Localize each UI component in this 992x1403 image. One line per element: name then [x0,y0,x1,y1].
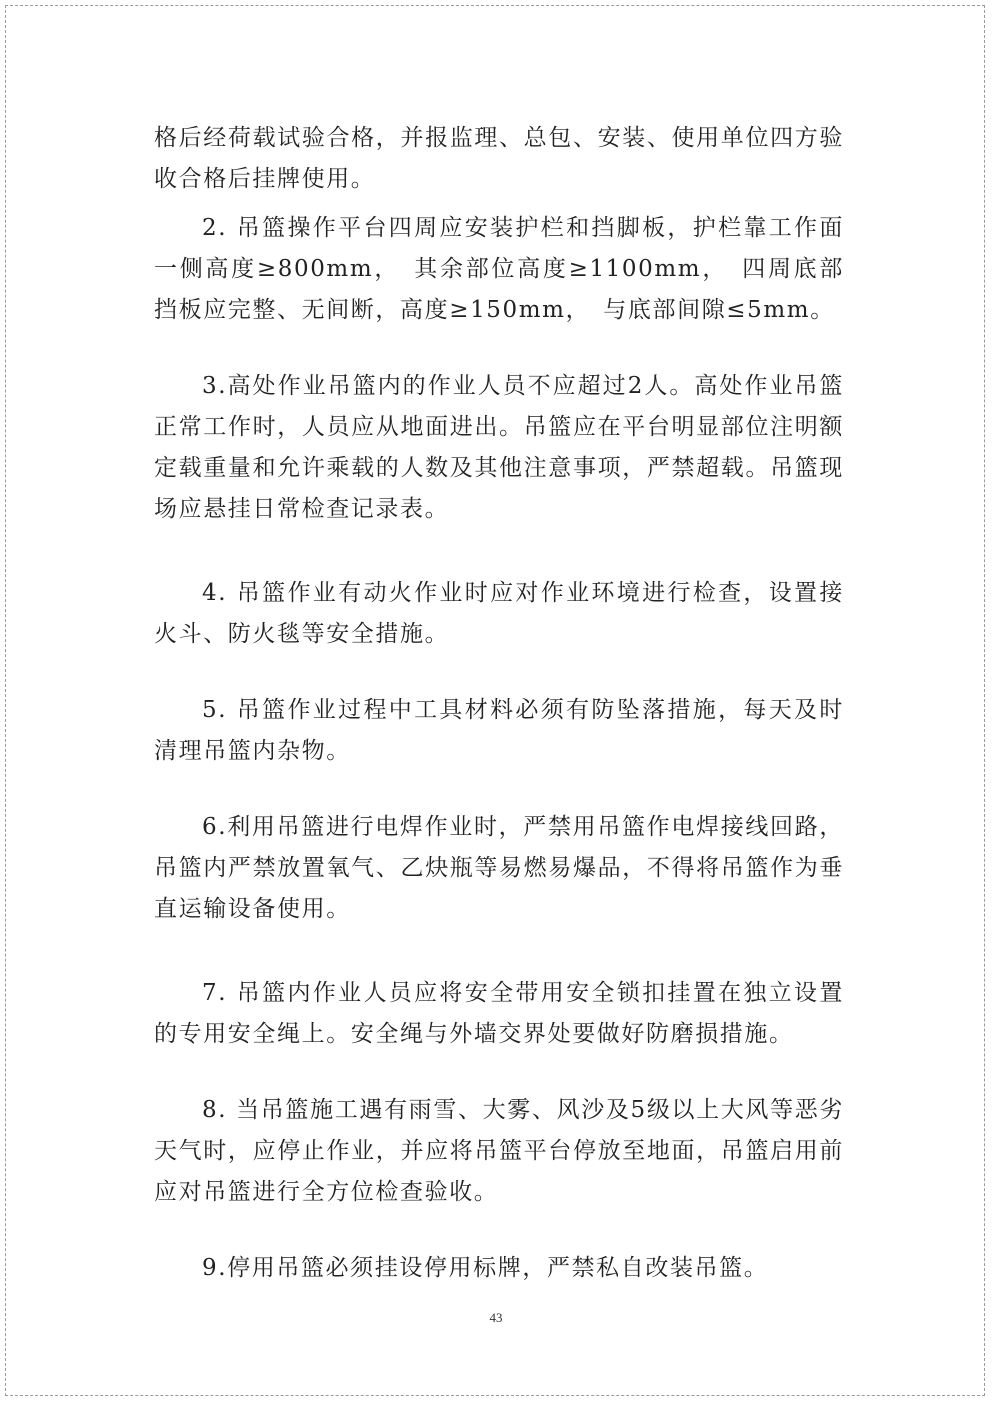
page-number: 43 [489,1310,503,1325]
paragraph-item-6: 6.利用吊篮进行电焊作业时，严禁用吊篮作电焊接线回路，吊篮内严禁放置氧气、乙炔瓶等易燃易爆品，不得将吊篮作为垂直运输设备使用。 [154,814,844,922]
paragraph-item-7: 7. 吊篮内作业人员应将安全带用安全锁扣挂置在独立设置的专用安全绳上。安全绳与外墙交界处要做好防磨损措施。 [154,980,844,1047]
paragraph-item-8: 8. 当吊篮施工遇有雨雪、大雾、风沙及5级以上大风等恶劣天气时，应停止作业，并应将吊篮平台停放至地面，吊篮启用前应对吊篮进行全方位检查验收。 [154,1097,844,1205]
paragraph-item-4: 4. 吊篮作业有动火作业时应对作业环境进行检查，设置接火斗、防火毯等安全措施。 [154,580,844,647]
paragraph-item-5: 5. 吊篮作业过程中工具材料必须有防坠落措施，每天及时清理吊篮内杂物。 [154,697,844,764]
paragraph-continuation: 格后经荷载试验合格，并报监理、总包、安装、使用单位四方验收合格后挂牌使用。 [154,125,844,192]
document-body [154,118,844,1289]
paragraph-item-2: 2. 吊篮操作平台四周应安装护栏和挡脚板，护栏靠工作面一侧高度≥800mm， 其余部位高度≥1100mm， 四周底部挡板应完整、无间断，高度≥150mm， 与底部间隙≤5mm。 [154,215,844,323]
paragraph-item-9: 9.停用吊篮必须挂设停用标牌，严禁私自改装吊篮。 [202,1255,769,1281]
paragraph-item-3: 3.高处作业吊篮内的作业人员不应超过2人。高处作业吊篮正常工作时，人员应从地面进出。吊篮应在平台明显部位注明额定载重量和允许乘载的人数及其他注意事项，严禁超载。吊篮现场应悬挂日常检查记录表。 [154,373,844,522]
